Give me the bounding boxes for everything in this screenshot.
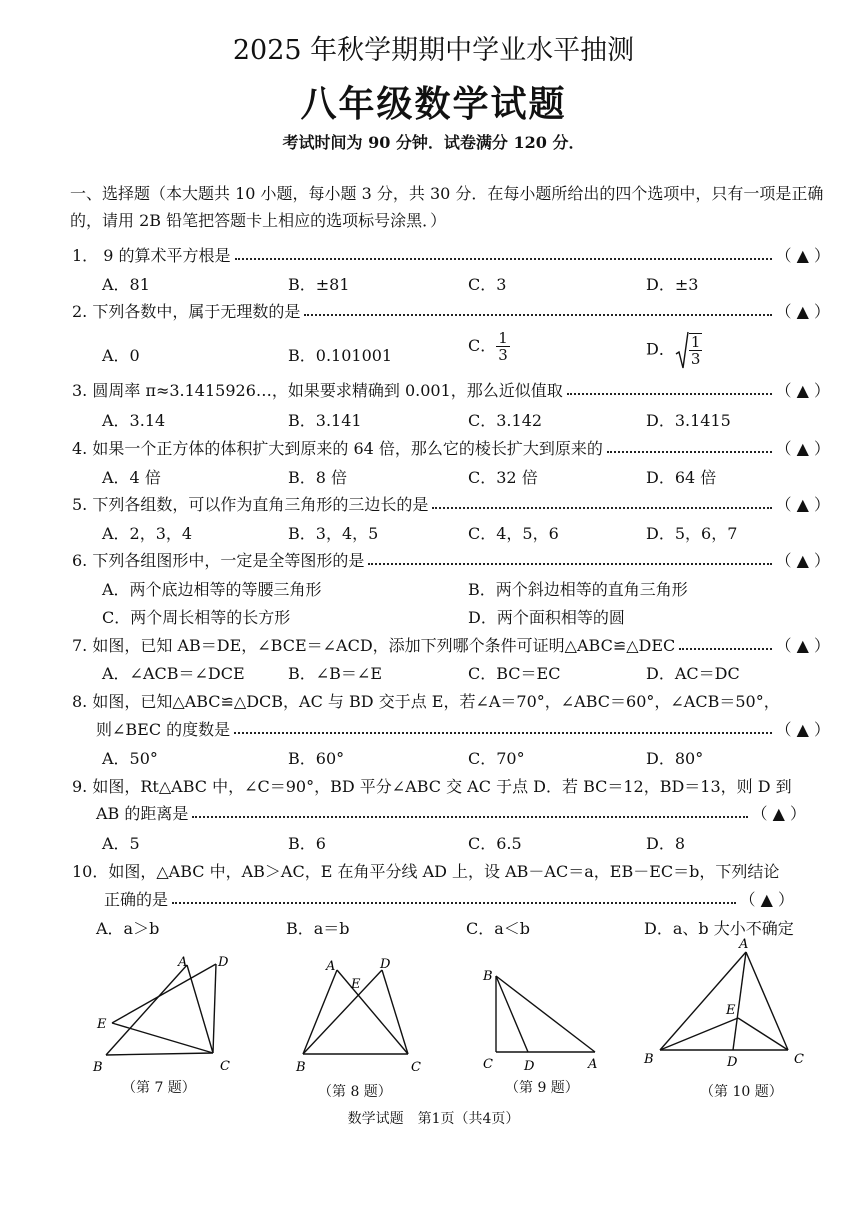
option-b: B．3.141 <box>288 411 362 430</box>
figure-caption: （第 8 题） <box>318 1084 392 1100</box>
answer-mark: （ ▲ ） <box>775 380 830 400</box>
point-label: A <box>739 937 749 952</box>
option-b: B．两个斜边相等的直角三角形 <box>468 580 688 599</box>
question-stem: 3. 圆周率 π≈3.1415926…，如果要求精确到 0.001，那么近似值取 <box>72 380 563 400</box>
figure-q10-diagram <box>640 932 820 1072</box>
option-d: D．3.1415 <box>646 411 731 430</box>
answer-mark: （ ▲ ） <box>739 889 794 909</box>
option-d: D．5，6，7 <box>646 524 738 543</box>
option-d: D．a、b 大小不确定 <box>644 919 794 938</box>
answer-mark: （ ▲ ） <box>775 301 830 321</box>
figure-q7-diagram <box>88 950 248 1080</box>
option-d: D．AC＝DC <box>646 664 740 683</box>
question-stem: 1． 9 的算术平方根是 <box>72 245 231 265</box>
point-label: A <box>326 959 336 974</box>
exam-info: 考试时间为 90 分钟．试卷满分 120 分． <box>282 133 585 152</box>
option-b: B．∠B＝∠E <box>288 664 383 683</box>
option-a: A．∠ACB＝∠DCE <box>102 664 245 683</box>
question-8: 8. 如图，已知△ABC≌△DCB，AC 与 BD 交于点 E，若∠A＝70°，∠ABC＝60°，∠ACB＝50°， <box>72 692 780 711</box>
option-a: A．2，3，4 <box>102 524 193 543</box>
option-label: C． <box>468 336 497 355</box>
page-footer: 数学试题 第1页（共4页） <box>347 1111 520 1127</box>
figure-caption: （第 10 题） <box>700 1084 783 1100</box>
option-d: D．80° <box>646 749 704 768</box>
question-stem: 则∠BEC 的度数是 <box>96 719 231 739</box>
answer-mark: （ ▲ ） <box>751 803 806 823</box>
point-label: B <box>296 1060 306 1075</box>
question-4 <box>72 435 830 459</box>
point-label: B <box>644 1052 654 1067</box>
option-a: A．5 <box>102 834 140 853</box>
point-label: C <box>220 1059 230 1074</box>
option-c: C．3 <box>468 275 507 294</box>
section-instructions: 一、选择题（本大题共 10 小题，每小题 3 分，共 30 分．在每小题所给出的四个选项中，只有一项是正确的，请用 2B 铅笔把答题卡上相应的选项标号涂黑．） <box>70 184 824 230</box>
denominator: 3 <box>690 350 701 368</box>
exam-title: 2025 年秋学期期中学业水平抽测 <box>232 35 635 66</box>
option-a: A．0 <box>102 346 140 365</box>
option-c: C．3.142 <box>468 411 543 430</box>
option-c: C．70° <box>468 749 525 768</box>
point-label: E <box>351 977 361 992</box>
answer-mark: （ ▲ ） <box>775 245 830 265</box>
figure-caption: （第 9 题） <box>505 1080 579 1096</box>
option-b: B．8 倍 <box>288 468 348 487</box>
denominator: 3 <box>498 346 508 364</box>
option-label: D． <box>646 339 675 359</box>
paper-title: 八年级数学试题 <box>300 83 567 125</box>
point-label: D <box>218 955 229 970</box>
option-d: D．±3 <box>646 275 699 294</box>
question-stem: 5. 下列各组数，可以作为直角三角形的三边长的是 <box>72 494 429 514</box>
question-stem: 4. 如果一个正方体的体积扩大到原来的 64 倍，那么它的棱长扩大到原来的 <box>72 438 603 458</box>
numerator: 1 <box>690 333 701 351</box>
fraction <box>496 330 510 363</box>
option-b: B．6 <box>288 834 326 853</box>
option-c: C．a＜b <box>466 919 531 938</box>
option-b: B．a＝b <box>286 919 350 938</box>
option-c: C．两个周长相等的长方形 <box>102 608 291 627</box>
option-a: A．a＞b <box>96 919 160 938</box>
point-label: A <box>588 1057 598 1072</box>
answer-mark: （ ▲ ） <box>775 635 830 655</box>
point-label: B <box>93 1060 103 1075</box>
question-7 <box>72 632 830 656</box>
figure-q9-diagram <box>478 960 608 1075</box>
option-d <box>646 330 702 370</box>
point-label: A <box>178 955 188 970</box>
point-label: E <box>97 1017 107 1032</box>
question-1 <box>72 242 830 266</box>
option-c: C．4，5，6 <box>468 524 559 543</box>
question-9-line2 <box>96 800 806 824</box>
point-label: D <box>380 957 391 972</box>
answer-mark: （ ▲ ） <box>775 719 830 739</box>
option-a: A．81 <box>102 275 150 294</box>
point-label: B <box>483 969 493 984</box>
option-c: C．32 倍 <box>468 468 538 487</box>
option-a: A．4 倍 <box>102 468 161 487</box>
numerator: 1 <box>498 329 508 347</box>
option-d: D．8 <box>646 834 686 853</box>
question-stem: 7. 如图，已知 AB＝DE，∠BCE＝∠ACD，添加下列哪个条件可证明△ABC≌△DEC <box>72 635 676 655</box>
option-c: C．BC＝EC <box>468 664 561 683</box>
option-a: A．两个底边相等的等腰三角形 <box>102 580 322 599</box>
question-5 <box>72 491 830 515</box>
question-stem: AB 的距离是 <box>96 803 189 823</box>
option-d: D．两个面积相等的圆 <box>468 608 625 627</box>
figure-q8-diagram <box>290 950 430 1080</box>
option-b: B．60° <box>288 749 345 768</box>
answer-mark: （ ▲ ） <box>775 494 830 514</box>
question-3 <box>72 377 830 401</box>
option-c <box>468 330 510 363</box>
fraction <box>689 333 703 367</box>
point-label: C <box>794 1052 804 1067</box>
question-10: 10．如图，△ABC 中，AB＞AC，E 在角平分线 AD 上，设 AB－AC＝a，EB－EC＝b，下列结论 <box>72 862 780 881</box>
option-b: B．±81 <box>288 275 350 294</box>
figure-caption: （第 7 题） <box>122 1080 196 1096</box>
question-8-line2 <box>96 716 830 740</box>
answer-mark: （ ▲ ） <box>775 550 830 570</box>
option-a: A．50° <box>102 749 158 768</box>
question-stem: 6. 下列各组图形中，一定是全等图形的是 <box>72 550 365 570</box>
point-label: E <box>726 1003 736 1018</box>
point-label: C <box>483 1057 493 1072</box>
point-label: C <box>411 1060 421 1075</box>
question-9: 9. 如图，Rt△ABC 中，∠C＝90°，BD 平分∠ABC 交 AC 于点 D．若 BC＝12，BD＝13，则 D 到 <box>72 777 792 796</box>
sqrt-sign-icon <box>675 330 689 370</box>
option-d: D．64 倍 <box>646 468 717 487</box>
answer-mark: （ ▲ ） <box>775 438 830 458</box>
question-stem: 正确的是 <box>104 889 169 909</box>
option-b: B．0.101001 <box>288 346 393 365</box>
question-10-line2 <box>104 886 794 910</box>
question-stem: 2. 下列各数中，属于无理数的是 <box>72 301 301 321</box>
question-2 <box>72 298 830 322</box>
option-b: B．3，4，5 <box>288 524 379 543</box>
point-label: D <box>524 1059 535 1074</box>
question-6 <box>72 547 830 571</box>
option-c: C．6.5 <box>468 834 522 853</box>
point-label: D <box>727 1055 738 1070</box>
option-a: A．3.14 <box>102 411 166 430</box>
